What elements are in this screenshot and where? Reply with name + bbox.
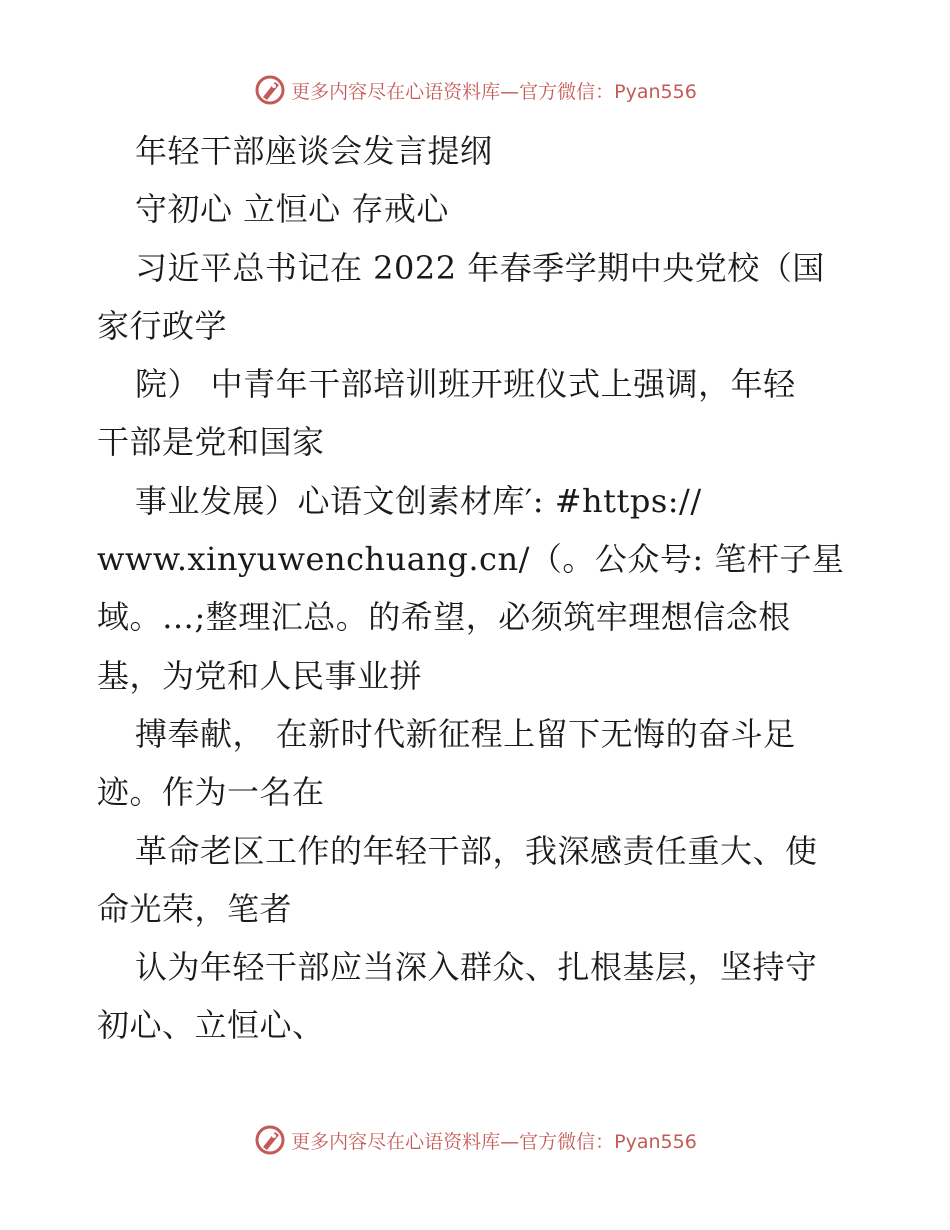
text-line: 年轻干部座谈会发言提纲 [135, 132, 493, 170]
text-line: 搏奉献， 在新时代新征程上留下无悔的奋斗足 [135, 714, 796, 753]
watermark-text: 更多内容尽在心语资料库—官方微信：Pyan556 [291, 1130, 697, 1153]
text-line: 家行政学 [97, 306, 228, 345]
text-line: 基，为党和人民事业拼 [97, 656, 423, 695]
text-line: 认为年轻干部应当深入群众、扎根基层，坚持守 [135, 948, 818, 987]
text-line: 院） 中青年干部培训班开班仪式上强调，年轻 [135, 365, 796, 404]
text-line: 事业发展）心语文创素材库′: #https:// [135, 481, 702, 520]
text-line: 革命老区工作的年轻干部，我深感责任重大、使 [135, 831, 818, 870]
watermark-text: 更多内容尽在心语资料库—官方微信：Pyan556 [291, 80, 697, 103]
text-line: 域。…;整理汇总。的希望，必须筑牢理想信念根 [97, 598, 791, 637]
text-line: 迹。作为一名在 [97, 773, 325, 812]
text-line: 命光荣，笔者 [97, 889, 293, 928]
text-line: 初心、立恒心、 [97, 1006, 325, 1045]
pen-nib-circle-icon [253, 1123, 287, 1157]
header-watermark [0, 72, 950, 108]
text-line: www.xinyuwenchuang.cn/（。公众号: 笔杆子星 [97, 540, 845, 579]
text-line: 干部是党和国家 [97, 423, 325, 462]
footer-watermark [0, 1122, 950, 1158]
document-body [97, 122, 857, 1055]
text-line: 习近平总书记在 2022 年春季学期中央党校（国 [135, 248, 825, 287]
text-line: 守初心 立恒心 存戒心 [135, 190, 449, 229]
pen-nib-circle-icon [253, 73, 287, 107]
